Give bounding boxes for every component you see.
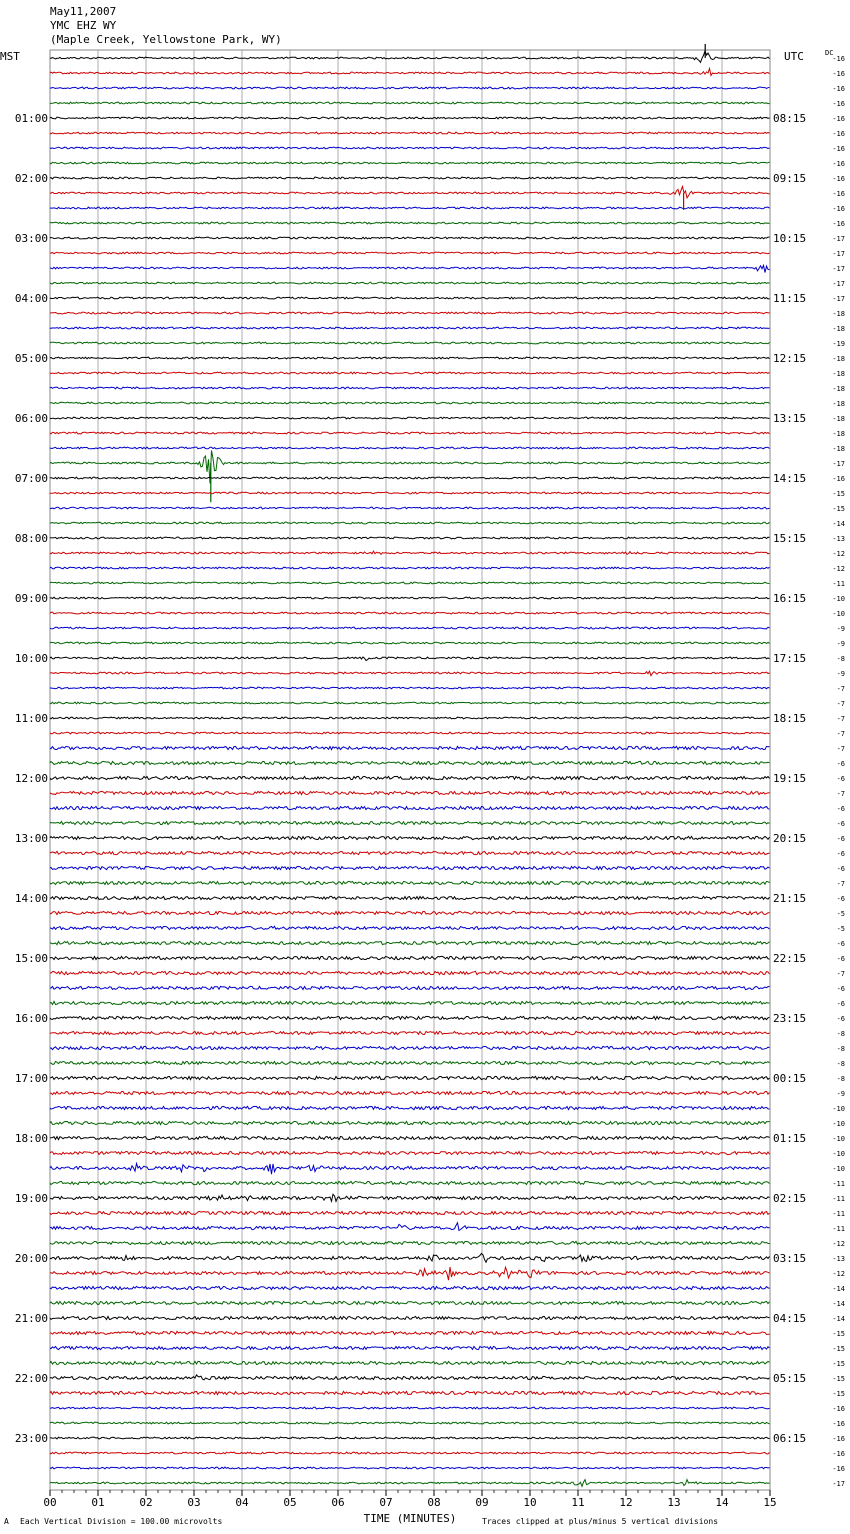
trace-10 [50,207,770,209]
dc-offset-11: -16 [832,220,845,228]
utc-time-label: 04:15 [773,1312,807,1325]
trace-66 [50,1046,770,1049]
mst-time-label: 01:00 [14,112,48,125]
x-tick-label: 11 [571,1496,585,1509]
trace-59 [50,941,770,944]
dc-offset-38: -9 [836,625,845,633]
mst-time-label: 13:00 [14,832,48,845]
mst-time-label: 10:00 [14,652,48,665]
dc-offset-64: -6 [836,1015,845,1023]
dc-offset-39: -9 [836,640,845,648]
dc-offset-25: -18 [832,430,845,438]
dc-offset-9: -16 [832,190,845,198]
dc-offset-28: -16 [832,475,845,483]
trace-88 [50,1375,770,1380]
dc-offset-58: -5 [836,925,845,933]
trace-52 [50,836,770,839]
dc-offset-44: -7 [836,715,845,723]
trace-94 [50,1467,770,1469]
utc-label: UTC [784,50,804,63]
utc-time-label: 14:15 [773,472,807,485]
utc-time-label: 08:15 [773,112,807,125]
trace-80 [50,1253,770,1262]
dc-offset-50: -6 [836,805,845,813]
dc-label: DC [825,49,834,57]
dc-offset-32: -13 [832,535,845,543]
mst-time-label: 12:00 [14,772,48,785]
dc-offset-27: -17 [832,460,845,468]
dc-offset-85: -15 [832,1330,845,1338]
trace-4 [50,117,770,119]
trace-28 [50,477,770,479]
trace-62 [50,986,770,989]
dc-offset-90: -16 [832,1405,845,1413]
dc-offset-45: -7 [836,730,845,738]
trace-54 [50,866,770,869]
utc-time-label: 09:15 [773,172,807,185]
trace-53 [50,851,770,854]
dc-offset-72: -10 [832,1135,845,1143]
dc-offset-19: -19 [832,340,845,348]
trace-72 [50,1136,770,1139]
trace-34 [50,567,770,569]
mst-time-label: 03:00 [14,232,48,245]
mst-time-label: 14:00 [14,892,48,905]
dc-offset-89: -15 [832,1390,845,1398]
dc-offset-13: -17 [832,250,845,258]
dc-offset-10: -16 [832,205,845,213]
utc-time-label: 18:15 [773,712,807,725]
dc-offset-7: -16 [832,160,845,168]
dc-offset-30: -15 [832,505,845,513]
mst-time-label: 19:00 [14,1192,48,1205]
dc-offset-2: -16 [832,85,845,93]
dc-offset-92: -16 [832,1435,845,1443]
dc-offset-34: -12 [832,565,845,573]
dc-offset-21: -18 [832,370,845,378]
dc-offset-71: -10 [832,1120,845,1128]
trace-57 [50,911,770,914]
utc-time-label: 19:15 [773,772,807,785]
utc-time-label: 15:15 [773,532,807,545]
trace-46 [50,746,770,749]
mst-time-label: 09:00 [14,592,48,605]
plot-date: May11,2007 [50,5,117,18]
trace-39 [50,642,770,644]
trace-43 [50,702,770,704]
trace-73 [50,1151,770,1154]
utc-time-label: 10:15 [773,232,807,245]
trace-92 [50,1437,770,1439]
x-tick-label: 12 [619,1496,633,1509]
dc-offset-35: -11 [832,580,845,588]
trace-45 [50,732,770,734]
mst-time-label: 16:00 [14,1012,48,1025]
trace-82 [50,1286,770,1289]
dc-offset-84: -14 [832,1315,845,1323]
dc-offset-0: -16 [832,55,845,63]
trace-42 [50,687,770,689]
trace-18 [50,327,770,329]
trace-69 [50,1091,770,1094]
trace-55 [50,881,770,884]
trace-60 [50,956,770,959]
trace-49 [50,791,770,794]
trace-63 [50,1001,770,1004]
trace-6 [50,147,770,149]
trace-5 [50,132,770,134]
dc-offset-68: -8 [836,1075,845,1083]
trace-35 [50,582,770,584]
dc-offset-55: -7 [836,880,845,888]
trace-11 [50,222,770,224]
dc-offset-88: -15 [832,1375,845,1383]
trace-30 [50,507,770,509]
trace-14 [50,265,770,272]
trace-15 [50,282,770,284]
x-tick-label: 03 [187,1496,201,1509]
trace-86 [50,1346,770,1349]
trace-25 [50,432,770,434]
dc-offset-60: -6 [836,955,845,963]
dc-offset-6: -16 [832,145,845,153]
dc-offset-46: -7 [836,745,845,753]
utc-time-label: 03:15 [773,1252,807,1265]
trace-20 [50,357,770,359]
mst-time-label: 18:00 [14,1132,48,1145]
trace-87 [50,1361,770,1364]
dc-offset-15: -17 [832,280,845,288]
x-tick-label: 07 [379,1496,393,1509]
dc-offset-3: -16 [832,100,845,108]
dc-offset-20: -18 [832,355,845,363]
dc-offset-62: -6 [836,985,845,993]
mst-time-label: 11:00 [14,712,48,725]
trace-75 [50,1181,770,1184]
dc-offset-67: -8 [836,1060,845,1068]
trace-31 [50,522,770,524]
mst-time-label: 04:00 [14,292,48,305]
mst-label: MST [0,50,20,63]
dc-offset-1: -16 [832,70,845,78]
dc-offset-29: -15 [832,490,845,498]
dc-offset-5: -16 [832,130,845,138]
dc-offset-36: -10 [832,595,845,603]
dc-offset-80: -13 [832,1255,845,1263]
utc-time-label: 06:15 [773,1432,807,1445]
utc-time-label: 22:15 [773,952,807,965]
dc-offset-73: -10 [832,1150,845,1158]
dc-offset-12: -17 [832,235,845,243]
dc-offset-52: -6 [836,835,845,843]
x-tick-label: 14 [715,1496,729,1509]
utc-time-label: 21:15 [773,892,807,905]
trace-12 [50,237,770,239]
station-code: YMC EHZ WY [50,19,117,32]
trace-67 [50,1061,770,1064]
dc-offset-81: -12 [832,1270,845,1278]
dc-offset-40: -8 [836,655,845,663]
utc-time-label: 02:15 [773,1192,807,1205]
dc-offset-77: -11 [832,1210,845,1218]
trace-61 [50,971,770,974]
station-location: (Maple Creek, Yellowstone Park, WY) [50,33,282,46]
dc-offset-17: -18 [832,310,845,318]
mst-time-label: 08:00 [14,532,48,545]
trace-23 [50,402,770,404]
x-tick-label: 02 [139,1496,153,1509]
utc-time-label: 17:15 [773,652,807,665]
trace-38 [50,627,770,629]
dc-offset-63: -6 [836,1000,845,1008]
dc-offset-91: -16 [832,1420,845,1428]
dc-offset-4: -16 [832,115,845,123]
trace-8 [50,177,770,179]
utc-time-label: 05:15 [773,1372,807,1385]
trace-70 [50,1106,770,1109]
trace-32 [50,537,770,539]
dc-offset-76: -11 [832,1195,845,1203]
x-tick-label: 01 [91,1496,105,1509]
clip-note: Traces clipped at plus/minus 5 vertical divisions [482,1517,719,1526]
mst-time-label: 05:00 [14,352,48,365]
dc-offset-56: -6 [836,895,845,903]
trace-33 [50,551,770,554]
dc-offset-94: -16 [832,1465,845,1473]
trace-51 [50,821,770,824]
mst-time-label: 20:00 [14,1252,48,1265]
dc-offset-26: -18 [832,445,845,453]
trace-91 [50,1422,770,1424]
dc-offset-8: -16 [832,175,845,183]
utc-time-label: 11:15 [773,292,807,305]
dc-offset-69: -9 [836,1090,845,1098]
trace-22 [50,387,770,389]
dc-offset-31: -14 [832,520,845,528]
utc-time-label: 00:15 [773,1072,807,1085]
dc-offset-75: -11 [832,1180,845,1188]
trace-17 [50,312,770,314]
mst-time-label: 23:00 [14,1432,48,1445]
dc-offset-47: -6 [836,760,845,768]
mst-time-label: 07:00 [14,472,48,485]
mst-time-label: 17:00 [14,1072,48,1085]
dc-offset-41: -9 [836,670,845,678]
mst-time-label: 15:00 [14,952,48,965]
x-tick-label: 15 [763,1496,777,1509]
trace-9 [50,187,770,198]
dc-offset-57: -5 [836,910,845,918]
trace-68 [50,1076,770,1079]
corner-mark: A [4,1517,9,1526]
dc-offset-42: -7 [836,685,845,693]
trace-0 [50,51,770,63]
mst-time-label: 22:00 [14,1372,48,1385]
trace-79 [50,1241,770,1244]
utc-time-label: 16:15 [773,592,807,605]
trace-2 [50,87,770,89]
plot-frame [50,50,770,1490]
utc-time-label: 13:15 [773,412,807,425]
trace-78 [50,1223,770,1231]
dc-offset-66: -8 [836,1045,845,1053]
x-axis-title: TIME (MINUTES) [363,1512,457,1525]
trace-93 [50,1452,770,1454]
trace-29 [50,492,770,494]
trace-44 [50,717,770,719]
dc-offset-83: -14 [832,1300,845,1308]
trace-76 [50,1194,770,1201]
trace-48 [50,776,770,779]
trace-19 [50,342,770,344]
x-tick-label: 13 [667,1496,681,1509]
scale-note: Each Vertical Division = 100.00 microvolts [20,1517,223,1526]
dc-offset-65: -8 [836,1030,845,1038]
trace-37 [50,612,770,614]
dc-offset-54: -6 [836,865,845,873]
trace-74 [50,1164,770,1175]
trace-89 [50,1391,770,1394]
dc-offset-59: -6 [836,940,845,948]
utc-time-label: 23:15 [773,1012,807,1025]
dc-offset-33: -12 [832,550,845,558]
trace-13 [50,252,770,254]
trace-7 [50,162,770,164]
dc-offset-86: -15 [832,1345,845,1353]
dc-offset-79: -12 [832,1240,845,1248]
dc-offset-61: -7 [836,970,845,978]
trace-84 [50,1316,770,1319]
trace-3 [50,102,770,104]
minute-gridlines [50,50,770,1490]
utc-time-label: 20:15 [773,832,807,845]
dc-offset-24: -18 [832,415,845,423]
trace-26 [50,447,770,449]
x-tick-label: 06 [331,1496,345,1509]
dc-offset-95: -17 [832,1480,845,1488]
dc-offset-82: -14 [832,1285,845,1293]
trace-77 [50,1211,770,1214]
mst-time-label: 02:00 [14,172,48,185]
dc-offset-87: -15 [832,1360,845,1368]
dc-offset-93: -16 [832,1450,845,1458]
dc-offset-53: -6 [836,850,845,858]
trace-64 [50,1016,770,1019]
trace-47 [50,761,770,764]
dc-offset-78: -11 [832,1225,845,1233]
trace-65 [50,1031,770,1034]
dc-offset-74: -10 [832,1165,845,1173]
trace-1 [50,69,770,76]
trace-81 [50,1267,770,1280]
trace-50 [50,806,770,809]
dc-offset-37: -10 [832,610,845,618]
utc-time-label: 12:15 [773,352,807,365]
trace-71 [50,1121,770,1124]
dc-offset-14: -17 [832,265,845,273]
x-tick-label: 10 [523,1496,537,1509]
trace-41 [50,671,770,676]
trace-85 [50,1331,770,1334]
dc-offset-43: -7 [836,700,845,708]
x-tick-label: 08 [427,1496,441,1509]
trace-16 [50,297,770,299]
trace-36 [50,597,770,599]
dc-offset-51: -6 [836,820,845,828]
dc-offset-49: -7 [836,790,845,798]
dc-offset-23: -18 [832,400,845,408]
x-tick-label: 00 [43,1496,57,1509]
x-tick-label: 04 [235,1496,249,1509]
trace-56 [50,896,770,899]
dc-offset-48: -6 [836,775,845,783]
trace-24 [50,417,770,419]
seismogram-traces [50,44,770,1486]
trace-21 [50,372,770,374]
mst-time-label: 21:00 [14,1312,48,1325]
trace-95 [50,1480,770,1487]
dc-offset-18: -18 [832,325,845,333]
trace-90 [50,1407,770,1409]
trace-58 [50,926,770,929]
utc-time-label: 01:15 [773,1132,807,1145]
dc-offset-70: -10 [832,1105,845,1113]
trace-40 [50,657,770,661]
x-tick-label: 09 [475,1496,489,1509]
trace-83 [50,1301,770,1304]
x-tick-label: 05 [283,1496,297,1509]
dc-offset-16: -17 [832,295,845,303]
mst-time-label: 06:00 [14,412,48,425]
dc-offset-22: -18 [832,385,845,393]
